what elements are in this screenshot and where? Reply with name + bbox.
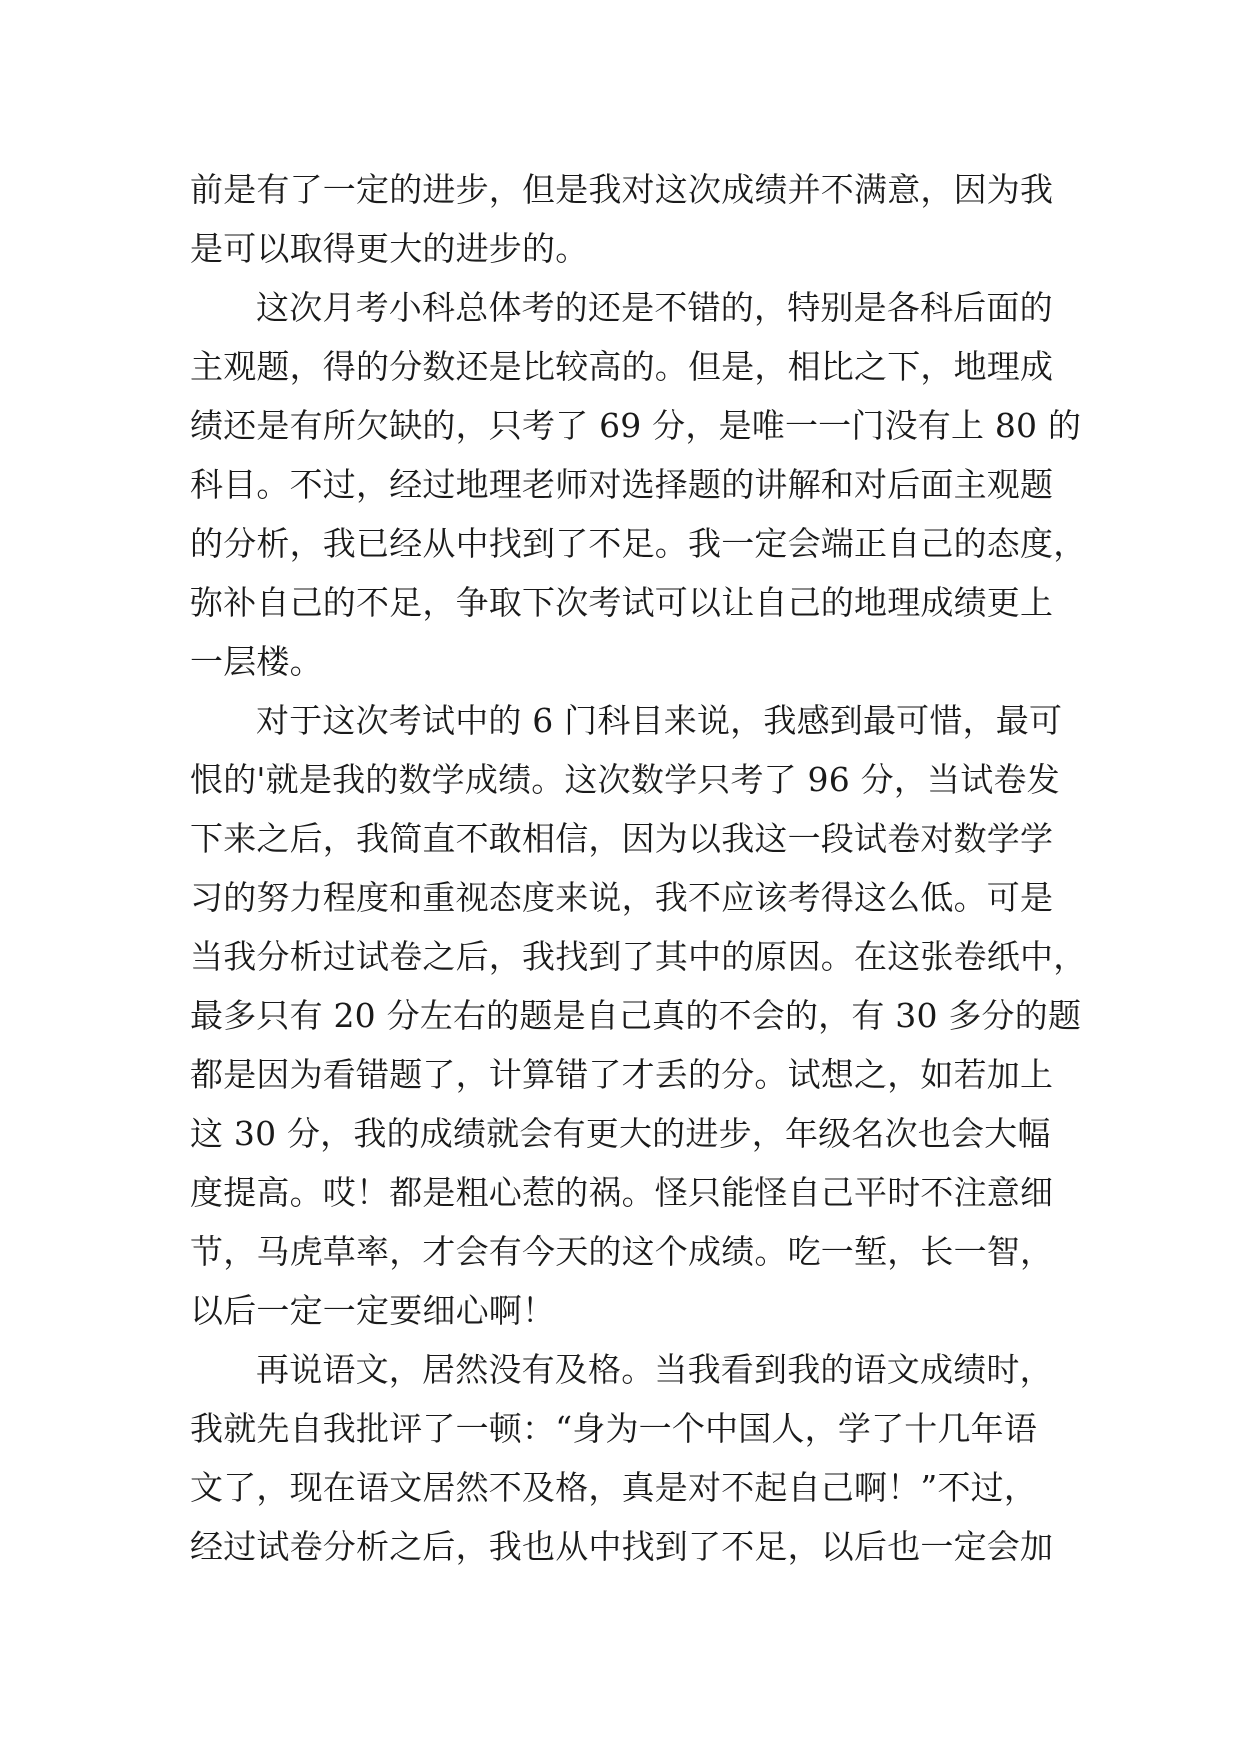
text-line: 以后一定一定要细心啊！ [190,1291,556,1330]
text-line: 节，马虎草率，才会有今天的这个成绩。吃一堑，长一智， [190,1232,1054,1271]
text-line: 对于这次考试中的 6 门科目来说，我感到最可惜，最可 [256,701,1063,740]
text-line: 经过试卷分析之后，我也从中找到了不足，以后也一定会加 [190,1527,1054,1566]
text-line: 恨的'就是我的数学成绩。这次数学只考了 96 分，当试卷发 [190,760,1060,799]
text-line: 这 30 分，我的成绩就会有更大的进步，年级名次也会大幅 [190,1114,1051,1153]
text-line: 弥补自己的不足，争取下次考试可以让自己的地理成绩更上 [190,583,1054,622]
text-line: 度提高。哎！都是粗心惹的祸。怪只能怪自己平时不注意细 [190,1173,1054,1212]
text-line: 当我分析过试卷之后，我找到了其中的原因。在这张卷纸中， [190,937,1087,976]
text-line: 主观题，得的分数还是比较高的。但是，相比之下，地理成 [190,347,1054,386]
text-line: 下来之后，我简直不敢相信，因为以我这一段试卷对数学学 [190,819,1054,858]
text-line: 再说语文，居然没有及格。当我看到我的语文成绩时， [256,1350,1053,1389]
text-line: 最多只有 20 分左右的题是自己真的不会的，有 30 多分的题 [190,996,1082,1035]
text-line: 科目。不过，经过地理老师对选择题的讲解和对后面主观题 [190,465,1054,504]
text-line: 是可以取得更大的进步的。 [190,229,589,268]
text-line: 我就先自我批评了一顿：“身为一个中国人，学了十几年语 [190,1409,1038,1448]
text-line: 绩还是有所欠缺的，只考了 69 分，是唯一一门没有上 80 的 [190,406,1082,445]
text-line: 一层楼。 [190,642,323,681]
text-line: 这次月考小科总体考的还是不错的，特别是各科后面的 [256,288,1053,327]
text-line: 的分析，我已经从中找到了不足。我一定会端正自己的态度， [190,524,1087,563]
text-line: 文了，现在语文居然不及格，真是对不起自己啊！”不过， [190,1468,1038,1507]
text-line: 习的努力程度和重视态度来说，我不应该考得这么低。可是 [190,878,1054,917]
text-line: 前是有了一定的进步，但是我对这次成绩并不满意，因为我 [190,170,1054,209]
body-text [190,160,1087,1576]
text-line: 都是因为看错题了，计算错了才丢的分。试想之，如若加上 [190,1055,1054,1094]
